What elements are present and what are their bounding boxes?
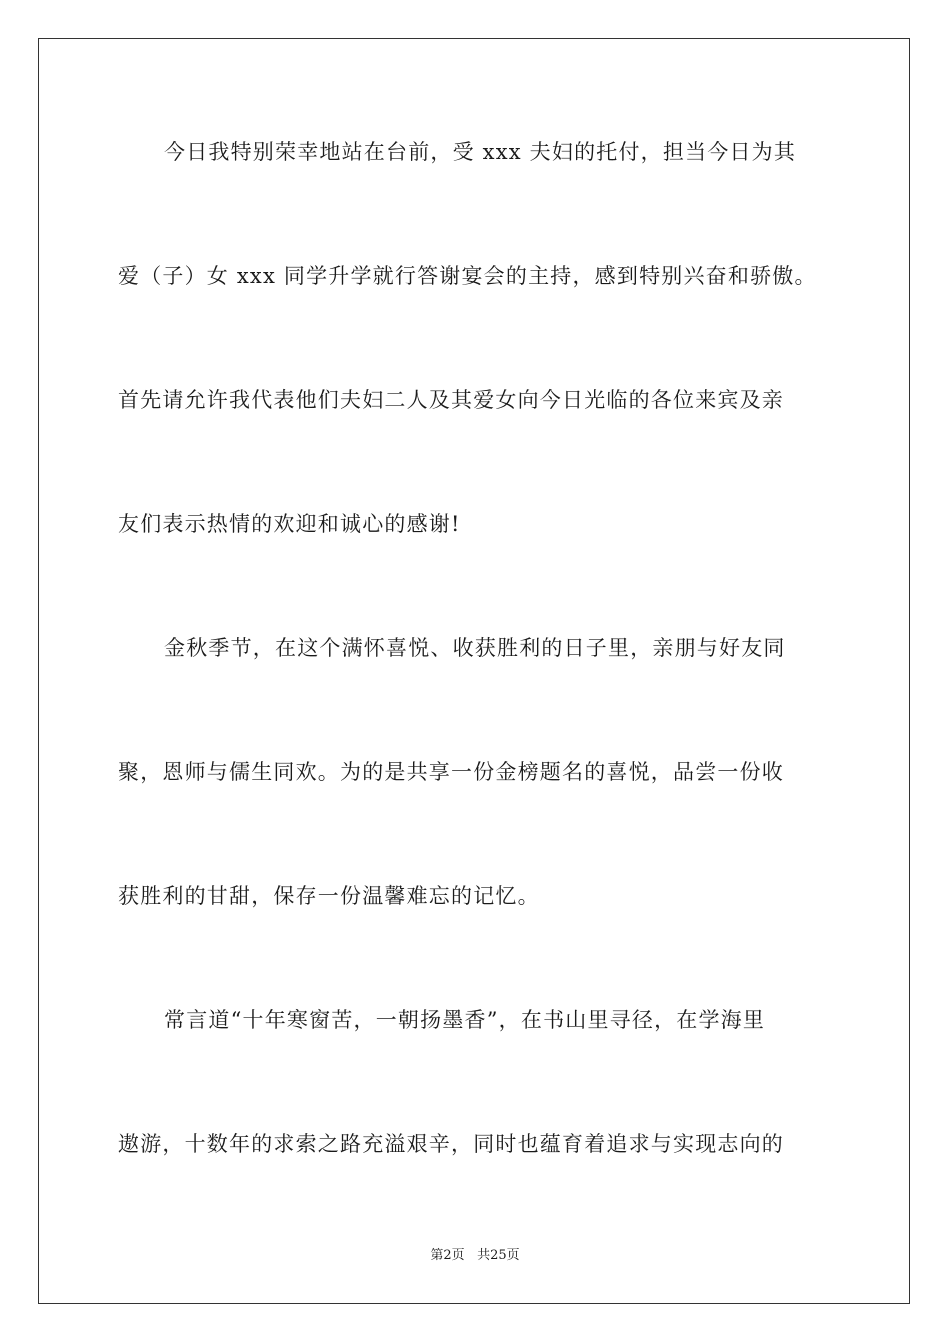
paragraph-3-line-2: 遨游，十数年的求索之路充溢艰辛，同时也蕴育着追求与实现志向的	[118, 1132, 784, 1156]
paragraph-1-line-1: 今日我特别荣幸地站在台前，受 xxx 夫妇的托付，担当今日为其	[164, 140, 797, 164]
paragraph-1-line-3: 首先请允许我代表他们夫妇二人及其爱女向今日光临的各位来宾及亲	[118, 388, 784, 412]
paragraph-1-line-4: 友们表示热情的欢迎和诚心的感谢!	[118, 512, 461, 536]
paragraph-2-line-1: 金秋季节，在这个满怀喜悦、收获胜利的日子里，亲朋与好友同	[164, 636, 786, 660]
page-border	[38, 38, 910, 1304]
paragraph-1-line-2: 爱（子）女 xxx 同学升学就行答谢宴会的主持，感到特别兴奋和骄傲。	[118, 264, 817, 288]
paragraph-2-line-3: 获胜利的甘甜，保存一份温馨难忘的记忆。	[118, 884, 540, 908]
paragraph-3-line-1: 常言道“十年寒窗苦，一朝扬墨香”，在书山里寻径，在学海里	[164, 1008, 766, 1032]
paragraph-2-line-2: 聚，恩师与儒生同欢。为的是共享一份金榜题名的喜悦，品尝一份收	[118, 760, 784, 784]
page-number: 第2页	[430, 1248, 465, 1263]
footer-spacer	[465, 1248, 477, 1263]
page-total: 共25页	[477, 1248, 520, 1263]
page-footer	[0, 1248, 950, 1264]
